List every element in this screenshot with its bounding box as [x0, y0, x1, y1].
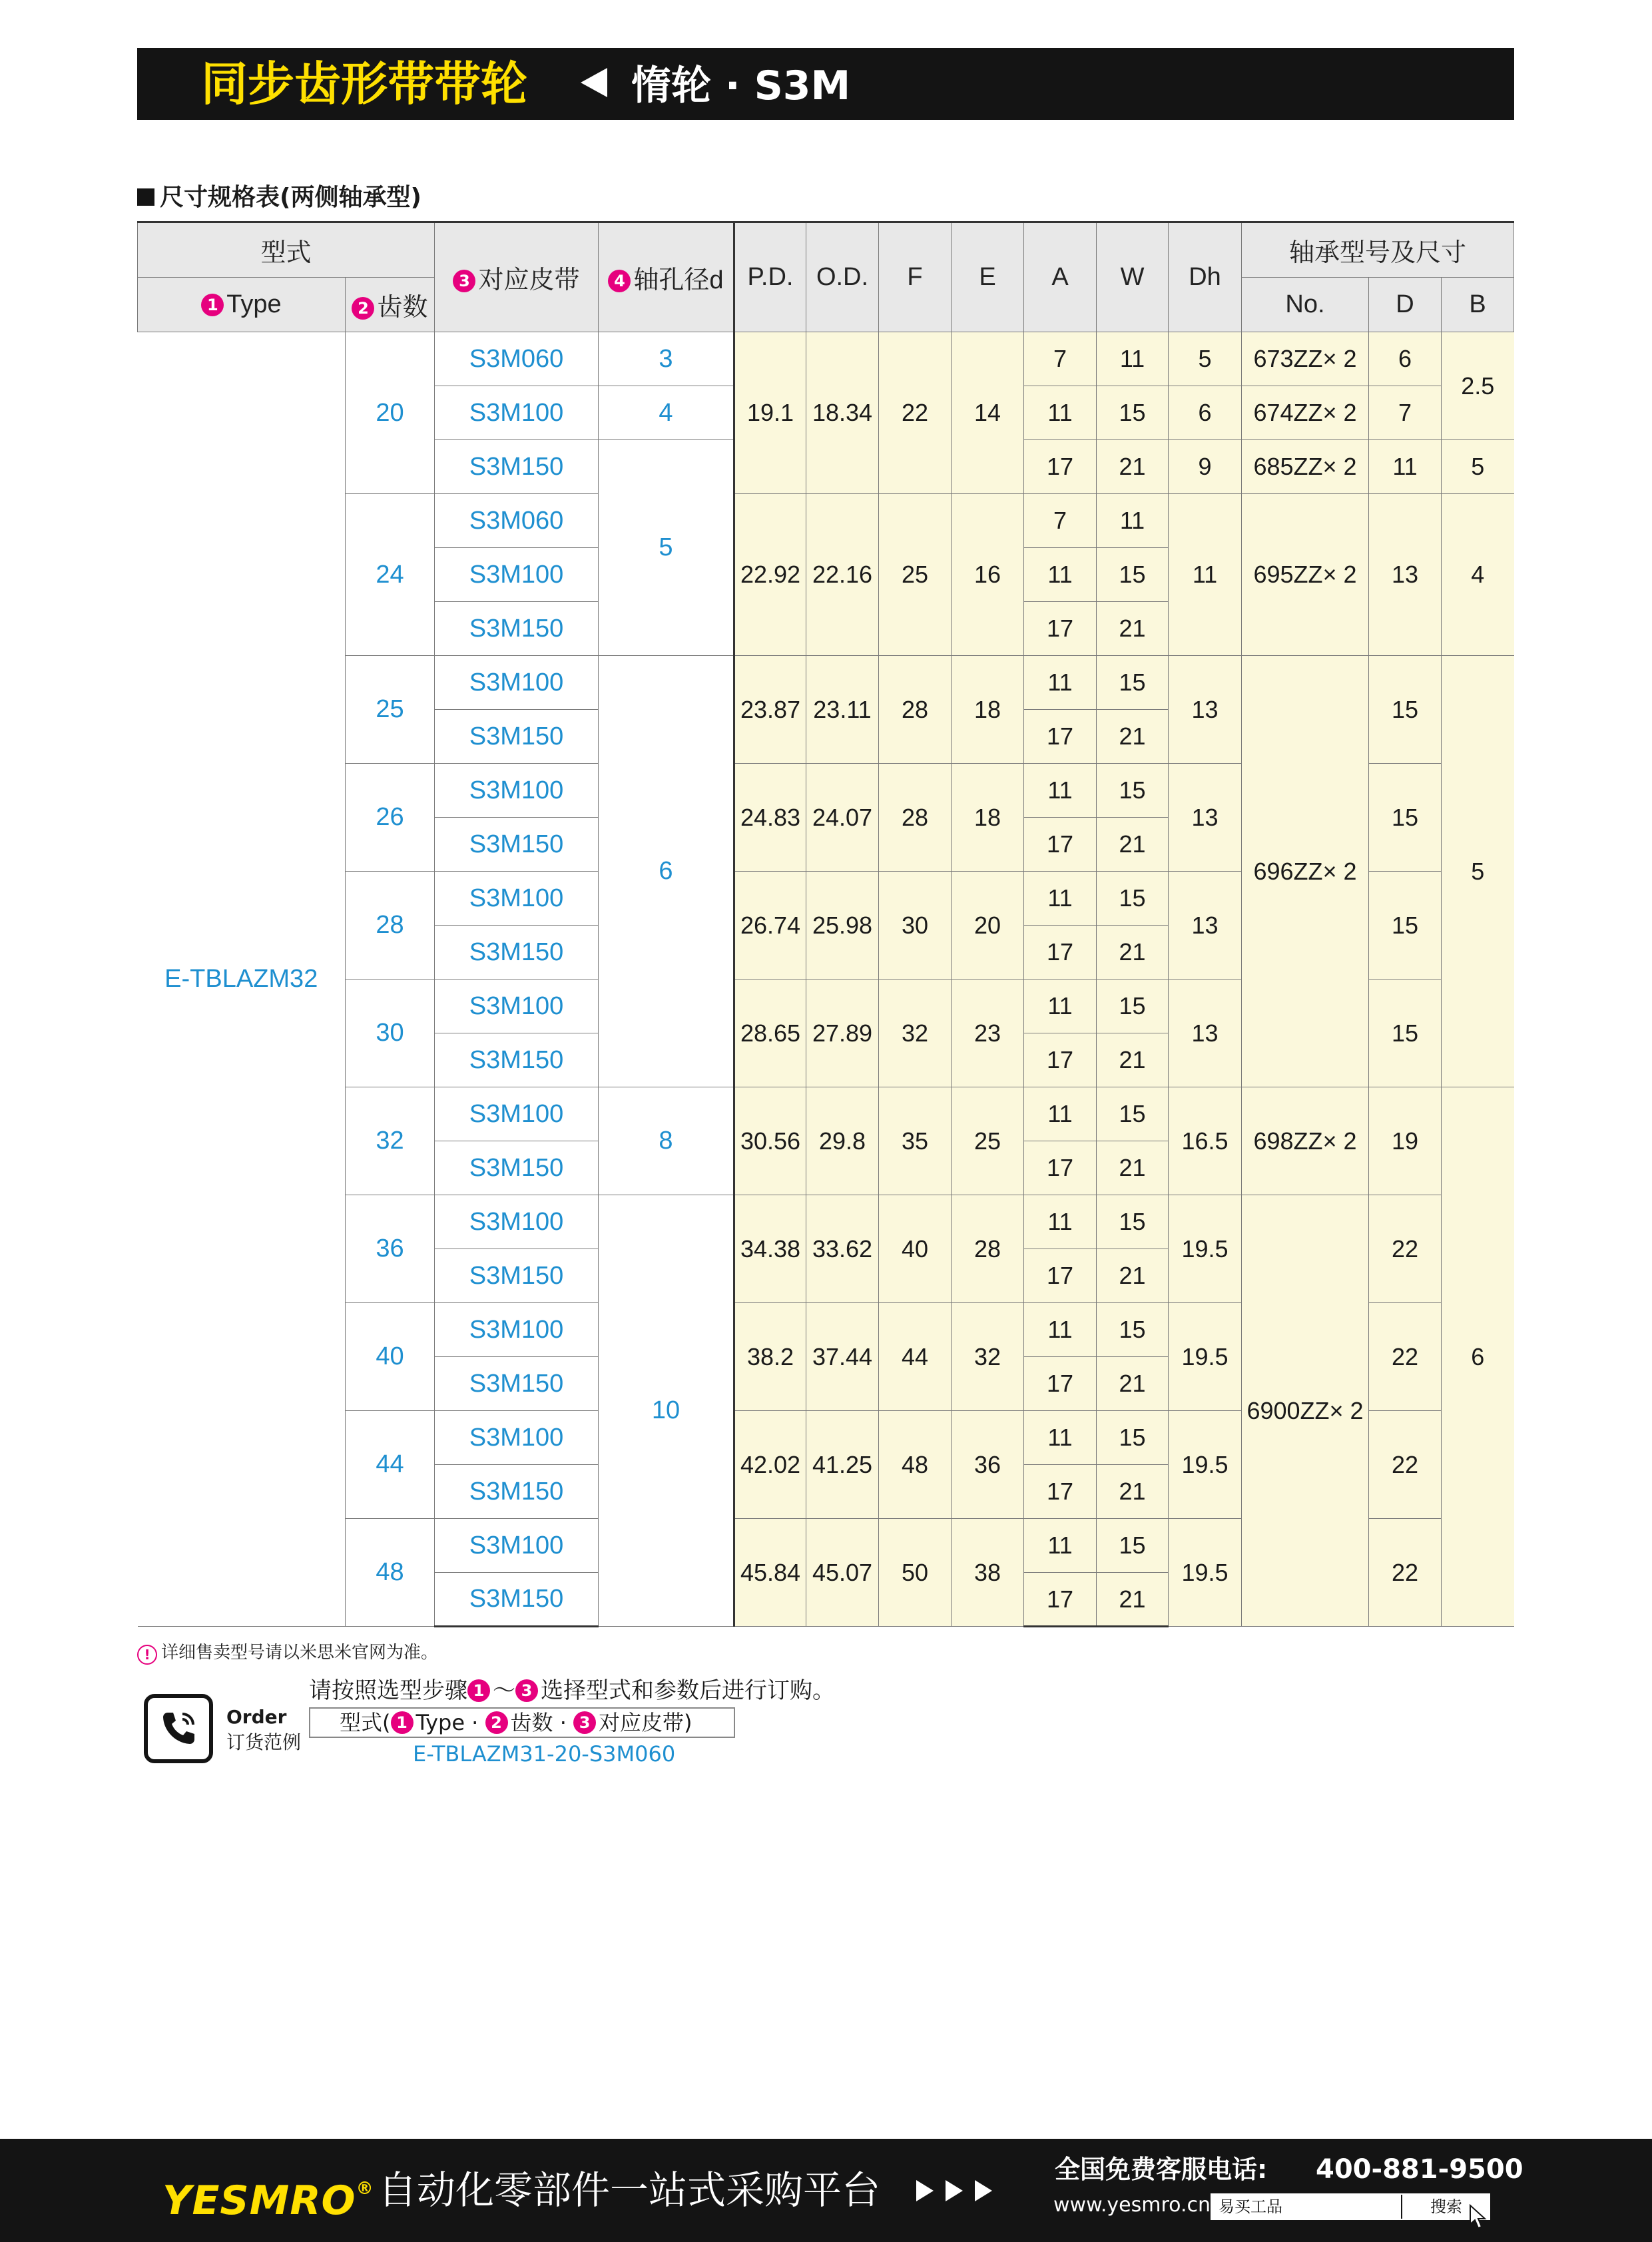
pd-cell: 28.65	[734, 980, 806, 1087]
header-bore	[599, 222, 734, 332]
header-belt-text: 对应皮带	[478, 266, 580, 294]
phone-icon	[144, 1694, 213, 1763]
bearing-d-cell: 7	[1369, 386, 1442, 440]
od-cell: 23.11	[806, 656, 879, 764]
w-cell: 11	[1097, 332, 1169, 386]
belt-cell: S3M100	[435, 386, 599, 440]
bearing-d-cell: 15	[1369, 872, 1442, 980]
dh-cell: 16.5	[1169, 1087, 1242, 1195]
f-cell: 40	[879, 1195, 952, 1303]
f-cell: 32	[879, 980, 952, 1087]
od-cell: 45.07	[806, 1519, 879, 1627]
header-e: E	[952, 222, 1024, 332]
teeth-cell: 44	[346, 1411, 435, 1519]
w-cell: 21	[1097, 1249, 1169, 1303]
dh-cell: 13	[1169, 764, 1242, 872]
w-cell: 21	[1097, 602, 1169, 656]
pin-4-icon: 4	[608, 270, 631, 292]
bore-cell: 3	[599, 332, 734, 386]
bearing-b-cell: 5	[1442, 440, 1514, 494]
f-cell: 35	[879, 1087, 952, 1195]
e-cell: 18	[952, 764, 1024, 872]
a-cell: 11	[1024, 1519, 1097, 1573]
order-label-cn: 订货范例	[226, 1731, 302, 1753]
e-cell: 28	[952, 1195, 1024, 1303]
a-cell: 17	[1024, 602, 1097, 656]
pd-cell: 30.56	[734, 1087, 806, 1195]
belt-cell: S3M060	[435, 494, 599, 548]
a-cell: 11	[1024, 872, 1097, 926]
a-cell: 11	[1024, 1087, 1097, 1141]
registered-mark: ®	[356, 2179, 374, 2199]
bearing-no-cell: 685ZZ× 2	[1242, 440, 1369, 494]
od-cell: 25.98	[806, 872, 879, 980]
belt-cell: S3M150	[435, 440, 599, 494]
teeth-cell: 28	[346, 872, 435, 980]
page-header	[137, 48, 1514, 120]
dh-cell: 13	[1169, 656, 1242, 764]
dh-cell: 19.5	[1169, 1303, 1242, 1411]
pin-2-icon: 2	[485, 1711, 508, 1734]
header-dh: Dh	[1169, 222, 1242, 332]
hotline-label: 全国免费客服电话:	[1055, 2155, 1268, 2184]
header-type	[138, 278, 346, 332]
belt-cell: S3M060	[435, 332, 599, 386]
dh-cell: 9	[1169, 440, 1242, 494]
e-cell: 36	[952, 1411, 1024, 1519]
a-cell: 11	[1024, 1303, 1097, 1357]
f-cell: 28	[879, 764, 952, 872]
od-cell: 41.25	[806, 1411, 879, 1519]
a-cell: 11	[1024, 764, 1097, 818]
order-instruction	[309, 1677, 835, 1705]
header-w: W	[1097, 222, 1169, 332]
box-belt: 对应皮带)	[599, 1710, 692, 1735]
od-cell: 22.16	[806, 494, 879, 656]
pin-3-icon: 3	[515, 1679, 538, 1702]
a-cell: 17	[1024, 1357, 1097, 1411]
a-cell: 17	[1024, 1465, 1097, 1519]
cursor-icon	[1469, 2204, 1489, 2231]
pd-cell: 24.83	[734, 764, 806, 872]
header-bearing: 轴承型号及尺寸	[1242, 222, 1514, 278]
dh-cell: 11	[1169, 494, 1242, 656]
bearing-no-cell: 696ZZ× 2	[1242, 656, 1369, 1087]
w-cell: 15	[1097, 1411, 1169, 1465]
w-cell: 21	[1097, 1357, 1169, 1411]
pd-cell: 45.84	[734, 1519, 806, 1627]
bearing-d-cell: 15	[1369, 764, 1442, 872]
belt-cell: S3M150	[435, 1465, 599, 1519]
box-teeth: 齿数 ·	[510, 1710, 567, 1735]
hotline-number[interactable]: 400-881-9500	[1316, 2154, 1523, 2185]
belt-cell: S3M150	[435, 1249, 599, 1303]
e-cell: 14	[952, 332, 1024, 494]
instruction-post: 选择型式和参数后进行订购。	[541, 1677, 835, 1704]
w-cell: 21	[1097, 440, 1169, 494]
belt-cell: S3M100	[435, 656, 599, 710]
page-subtitle: 惰轮 · S3M	[631, 63, 851, 109]
a-cell: 17	[1024, 818, 1097, 872]
bore-cell: 10	[599, 1195, 734, 1627]
dh-cell: 13	[1169, 980, 1242, 1087]
belt-cell: S3M150	[435, 1573, 599, 1627]
belt-cell: S3M150	[435, 1141, 599, 1195]
bearing-d-cell: 22	[1369, 1303, 1442, 1411]
bearing-b-cell: 5	[1442, 656, 1514, 1087]
w-cell: 21	[1097, 710, 1169, 764]
od-cell: 18.34	[806, 332, 879, 494]
box-type: Type ·	[415, 1710, 479, 1735]
w-cell: 21	[1097, 1573, 1169, 1627]
pd-cell: 34.38	[734, 1195, 806, 1303]
footnote	[137, 1641, 438, 1665]
header-type-text: Type	[226, 290, 282, 318]
belt-cell: S3M100	[435, 764, 599, 818]
a-cell: 17	[1024, 1033, 1097, 1087]
f-cell: 50	[879, 1519, 952, 1627]
footer	[0, 2139, 1652, 2242]
dh-cell: 6	[1169, 386, 1242, 440]
bearing-d-cell: 11	[1369, 440, 1442, 494]
belt-cell: S3M150	[435, 602, 599, 656]
belt-cell: S3M100	[435, 1303, 599, 1357]
belt-cell: S3M100	[435, 980, 599, 1033]
order-example: E-TBLAZM31-20-S3M060	[413, 1741, 676, 1767]
a-cell: 11	[1024, 386, 1097, 440]
f-cell: 44	[879, 1303, 952, 1411]
teeth-cell: 30	[346, 980, 435, 1087]
square-bullet-icon	[137, 188, 154, 206]
f-cell: 30	[879, 872, 952, 980]
belt-cell: S3M100	[435, 872, 599, 926]
bearing-d-cell: 6	[1369, 332, 1442, 386]
bearing-d-cell: 13	[1369, 494, 1442, 656]
table-row	[138, 332, 1514, 386]
w-cell: 15	[1097, 764, 1169, 818]
header-f: F	[879, 222, 952, 332]
pd-cell: 38.2	[734, 1303, 806, 1411]
teeth-cell: 48	[346, 1519, 435, 1627]
e-cell: 20	[952, 872, 1024, 980]
w-cell: 15	[1097, 1195, 1169, 1249]
type-cell: E-TBLAZM32	[138, 332, 346, 1627]
logo-text: YESMRO	[162, 2177, 356, 2224]
a-cell: 11	[1024, 980, 1097, 1033]
page-title: 同步齿形带带轮	[201, 57, 527, 111]
a-cell: 17	[1024, 1141, 1097, 1195]
triple-arrow-icon	[916, 2177, 1003, 2204]
pd-cell: 22.92	[734, 494, 806, 656]
search-input[interactable]: 易买工品	[1219, 2197, 1282, 2216]
table-title-text: 尺寸规格表(两侧轴承型)	[160, 184, 421, 211]
e-cell: 16	[952, 494, 1024, 656]
bearing-no-cell: 673ZZ× 2	[1242, 332, 1369, 386]
instruction-pre: 请按照选型步骤	[309, 1677, 467, 1704]
f-cell: 22	[879, 332, 952, 494]
belt-cell: S3M150	[435, 710, 599, 764]
website-link[interactable]: www.yesmro.cn	[1053, 2193, 1211, 2217]
dh-cell: 19.5	[1169, 1195, 1242, 1303]
bearing-d-cell: 19	[1369, 1087, 1442, 1195]
belt-cell: S3M100	[435, 1195, 599, 1249]
e-cell: 25	[952, 1087, 1024, 1195]
pin-2-icon: 2	[352, 297, 374, 320]
e-cell: 18	[952, 656, 1024, 764]
w-cell: 21	[1097, 818, 1169, 872]
warning-icon: !	[137, 1645, 157, 1665]
a-cell: 17	[1024, 1573, 1097, 1627]
teeth-cell: 25	[346, 656, 435, 764]
slogan: 自动化零部件一站式采购平台	[378, 2167, 881, 2213]
a-cell: 7	[1024, 332, 1097, 386]
bearing-b-cell: 4	[1442, 494, 1514, 656]
od-cell: 27.89	[806, 980, 879, 1087]
box-pre: 型式(	[340, 1710, 391, 1735]
pin-3-icon: 3	[573, 1711, 596, 1734]
teeth-cell: 24	[346, 494, 435, 656]
pin-1-icon: 1	[467, 1679, 490, 1702]
od-cell: 37.44	[806, 1303, 879, 1411]
w-cell: 15	[1097, 872, 1169, 926]
w-cell: 21	[1097, 926, 1169, 980]
header-belt	[435, 222, 599, 332]
bearing-d-cell: 15	[1369, 980, 1442, 1087]
header-teeth-text: 齿数	[377, 294, 428, 322]
bearing-d-cell: 22	[1369, 1195, 1442, 1303]
a-cell: 11	[1024, 656, 1097, 710]
belt-cell: S3M150	[435, 926, 599, 980]
search-box	[1211, 2193, 1490, 2220]
pd-cell: 19.1	[734, 332, 806, 494]
belt-cell: S3M100	[435, 1411, 599, 1465]
belt-cell: S3M100	[435, 1087, 599, 1141]
a-cell: 11	[1024, 1411, 1097, 1465]
order-format-box	[309, 1707, 735, 1738]
header-d: D	[1369, 278, 1442, 332]
w-cell: 15	[1097, 548, 1169, 602]
teeth-cell: 26	[346, 764, 435, 872]
w-cell: 15	[1097, 1087, 1169, 1141]
pd-cell: 23.87	[734, 656, 806, 764]
bearing-no-cell: 698ZZ× 2	[1242, 1087, 1369, 1195]
footnote-text: 详细售卖型号请以米思米官网为准。	[161, 1643, 439, 1663]
bearing-d-cell: 22	[1369, 1411, 1442, 1519]
order-label-en: Order	[226, 1706, 287, 1728]
belt-cell: S3M100	[435, 548, 599, 602]
bore-cell: 8	[599, 1087, 734, 1195]
bore-cell: 6	[599, 656, 734, 1087]
bearing-no-cell: 674ZZ× 2	[1242, 386, 1369, 440]
header-model: 型式	[138, 222, 435, 278]
brand-logo[interactable]	[162, 2165, 374, 2224]
header-teeth	[346, 278, 435, 332]
spec-table	[137, 221, 1514, 1627]
bearing-no-cell: 6900ZZ× 2	[1242, 1195, 1369, 1627]
w-cell: 21	[1097, 1141, 1169, 1195]
w-cell: 21	[1097, 1033, 1169, 1087]
bearing-b-cell: 2.5	[1442, 332, 1514, 440]
w-cell: 21	[1097, 1465, 1169, 1519]
w-cell: 15	[1097, 656, 1169, 710]
bore-cell: 4	[599, 386, 734, 440]
pin-1-icon: 1	[391, 1711, 413, 1734]
w-cell: 15	[1097, 980, 1169, 1033]
a-cell: 17	[1024, 926, 1097, 980]
bearing-d-cell: 22	[1369, 1519, 1442, 1627]
od-cell: 29.8	[806, 1087, 879, 1195]
header-b: B	[1442, 278, 1514, 332]
instruction-mid: ～	[493, 1677, 515, 1704]
w-cell: 15	[1097, 386, 1169, 440]
belt-cell: S3M150	[435, 818, 599, 872]
a-cell: 7	[1024, 494, 1097, 548]
dh-cell: 19.5	[1169, 1519, 1242, 1627]
dh-cell: 5	[1169, 332, 1242, 386]
dh-cell: 19.5	[1169, 1411, 1242, 1519]
pin-1-icon: 1	[201, 294, 224, 316]
pd-cell: 26.74	[734, 872, 806, 980]
f-cell: 25	[879, 494, 952, 656]
header-od: O.D.	[806, 222, 879, 332]
a-cell: 17	[1024, 710, 1097, 764]
bearing-no-cell: 695ZZ× 2	[1242, 494, 1369, 656]
teeth-cell: 32	[346, 1087, 435, 1195]
e-cell: 32	[952, 1303, 1024, 1411]
e-cell: 23	[952, 980, 1024, 1087]
w-cell: 11	[1097, 494, 1169, 548]
search-button[interactable]: 搜索	[1401, 2195, 1490, 2219]
teeth-cell: 40	[346, 1303, 435, 1411]
bearing-d-cell: 15	[1369, 656, 1442, 764]
belt-cell: S3M150	[435, 1033, 599, 1087]
belt-cell: S3M100	[435, 1519, 599, 1573]
a-cell: 11	[1024, 548, 1097, 602]
od-cell: 33.62	[806, 1195, 879, 1303]
teeth-cell: 36	[346, 1195, 435, 1303]
a-cell: 17	[1024, 1249, 1097, 1303]
e-cell: 38	[952, 1519, 1024, 1627]
dh-cell: 13	[1169, 872, 1242, 980]
f-cell: 28	[879, 656, 952, 764]
bore-cell: 5	[599, 440, 734, 656]
header-a: A	[1024, 222, 1097, 332]
header-bore-text: 轴孔径d	[633, 266, 724, 294]
a-cell: 11	[1024, 1195, 1097, 1249]
left-arrow-icon	[581, 68, 607, 97]
a-cell: 17	[1024, 440, 1097, 494]
bearing-b-cell: 6	[1442, 1087, 1514, 1627]
header-pd: P.D.	[734, 222, 806, 332]
f-cell: 48	[879, 1411, 952, 1519]
table-title	[137, 182, 421, 214]
od-cell: 24.07	[806, 764, 879, 872]
w-cell: 15	[1097, 1519, 1169, 1573]
belt-cell: S3M150	[435, 1357, 599, 1411]
header-no: No.	[1242, 278, 1369, 332]
pd-cell: 42.02	[734, 1411, 806, 1519]
w-cell: 15	[1097, 1303, 1169, 1357]
teeth-cell: 20	[346, 332, 435, 494]
pin-3-icon: 3	[453, 270, 475, 292]
